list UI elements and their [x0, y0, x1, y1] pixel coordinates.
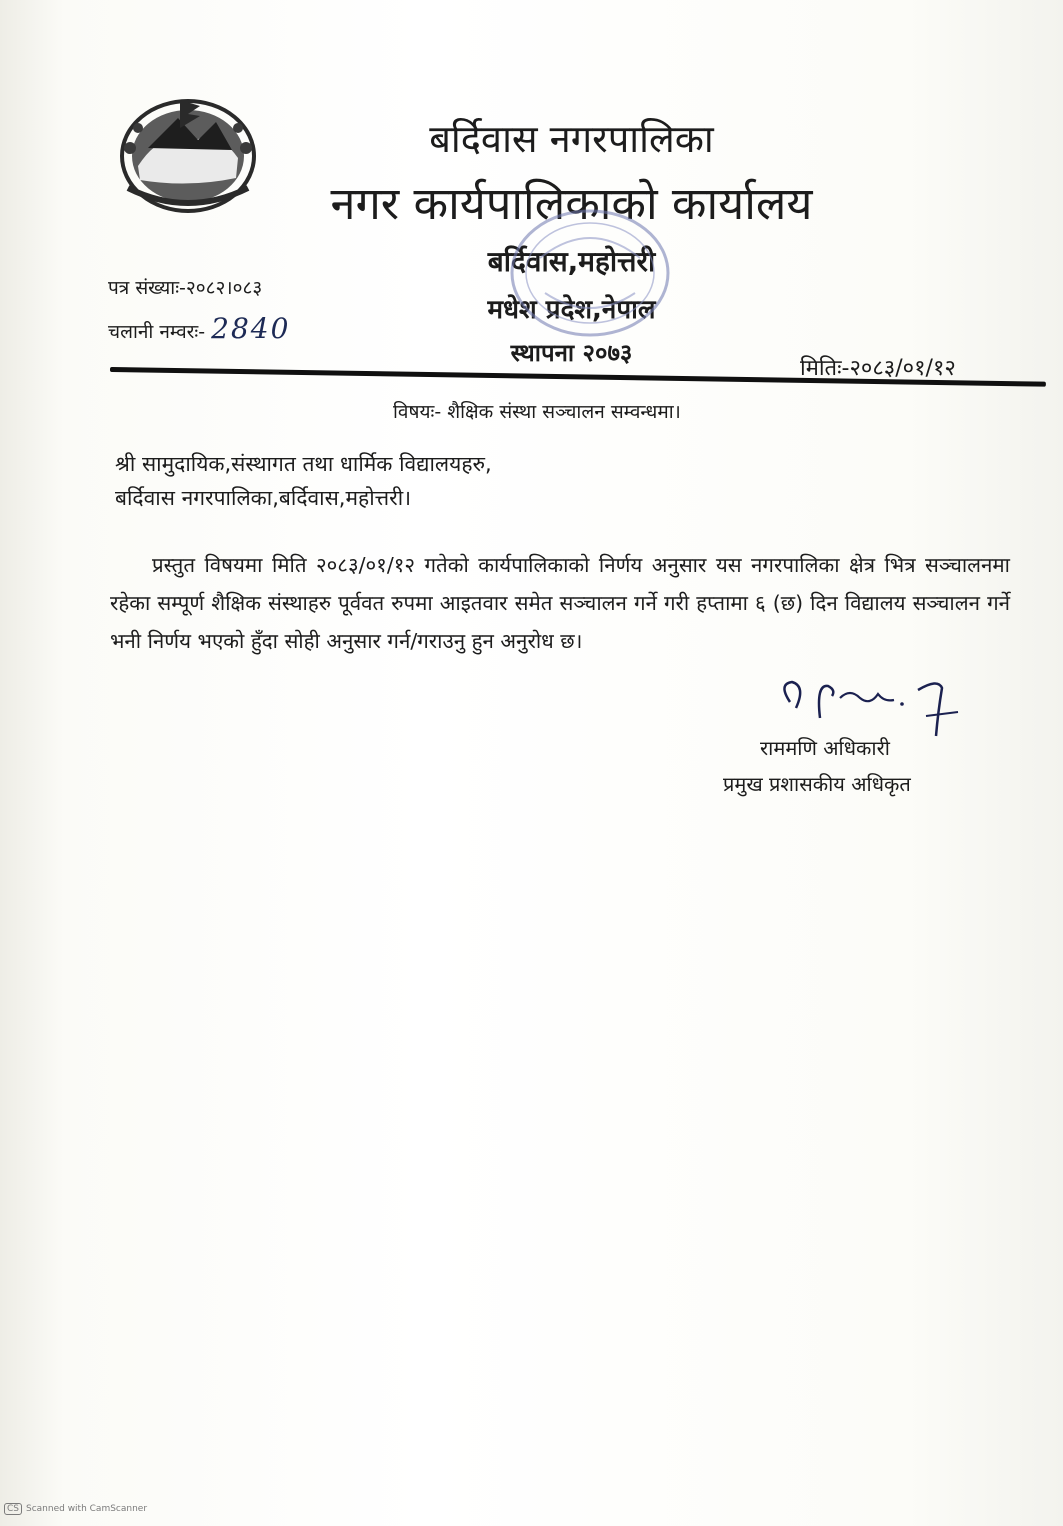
addressee-line-1: श्री सामुदायिक,संस्थागत तथा धार्मिक विद्यालयहरु, — [115, 452, 492, 476]
signatory-name: राममणि अधिकारी — [760, 736, 890, 760]
established-year: स्थापना २०७३ — [510, 339, 633, 367]
office-name: नगर कार्यपालिकाको कार्यालय — [330, 177, 813, 230]
signatory-title: प्रमुख प्रशासकीय अधिकृत — [723, 772, 911, 796]
scanner-badge: CS — [4, 1503, 22, 1515]
province-name: मधेश प्रदेश,नेपाल — [487, 295, 656, 325]
letter-body: प्रस्तुत विषयमा मिति २०८३/०१/१२ गतेको कार्यपालिकाको निर्णय अनुसार यस नगरपालिका क्षेत्र भित्र सञ्चालनमा रहेका सम्पूर्ण शैक्षिक संस्थाहरु पूर्ववत रुपमा आइतवार समेत सञ्चालन गर्ने गरी हप्तामा ६ (छ) दिन विद्यालय सञ्चालन गर्ने भनी निर्णय भएको हुँदा सोही अनुसार गर्न/गराउनु हुन अनुरोध छ। — [110, 553, 1010, 653]
letter-number: पत्र संख्याः-२०८२।०८३ — [108, 277, 263, 299]
letter-date: मितिः-२०८३/०१/१२ — [800, 356, 956, 381]
dispatch-number-label: चलानी नम्वरः- — [108, 321, 206, 343]
dispatch-number — [108, 312, 290, 345]
office-stamp-icon — [500, 198, 680, 348]
office-location: बर्दिवास,महोत्तरी — [487, 245, 656, 278]
handwritten-signature-icon — [770, 672, 970, 742]
scanner-watermark — [4, 1503, 147, 1515]
municipality-name: बर्दिवास नगरपालिका — [429, 117, 714, 161]
dispatch-number-value: 2840 — [211, 312, 291, 345]
addressee-line-2: बर्दिवास नगरपालिका,बर्दिवास,महोत्तरी। — [115, 486, 412, 510]
letter-subject: विषयः- शैक्षिक संस्था सञ्चालन सम्वन्धमा। — [393, 401, 681, 423]
scanner-text: Scanned with CamScanner — [26, 1504, 148, 1514]
